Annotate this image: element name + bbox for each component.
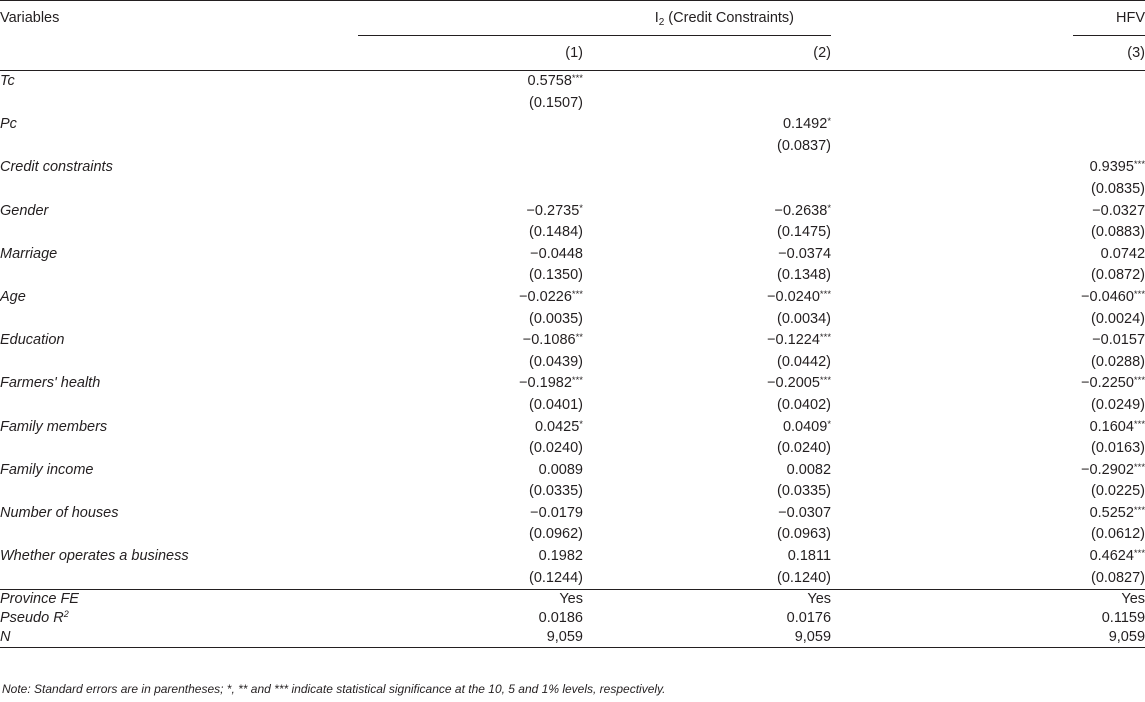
empty-label-cell	[0, 481, 358, 503]
standard-error-col2: (0.0442)	[777, 353, 832, 370]
gap-cell	[831, 93, 1073, 115]
coefficient-col2	[583, 114, 831, 136]
variable-label: Credit constraints	[0, 159, 113, 176]
coefficient-value: −0.0226	[519, 288, 572, 305]
footer-gap	[831, 590, 1073, 610]
header-row-groups	[0, 1, 1145, 36]
coefficient-col3	[1073, 330, 1145, 352]
pseudo-r2-text: Pseudo R	[0, 610, 64, 627]
coefficient-col3	[1073, 546, 1145, 568]
standard-error-col3: (0.0225)	[1091, 483, 1145, 500]
standard-error-col2	[583, 179, 831, 201]
standard-error-col2: (0.1475)	[777, 224, 832, 241]
gap-cell	[831, 179, 1073, 201]
table-body	[0, 71, 1145, 590]
pseudo-r2-col1: 0.0186	[538, 610, 583, 627]
coefficient-col3	[1073, 114, 1145, 136]
empty-label-cell	[0, 524, 358, 546]
standard-error-col3: (0.0024)	[1091, 310, 1145, 327]
significance-stars: ***	[1133, 375, 1145, 387]
coefficient-value: 0.1604	[1089, 418, 1134, 435]
n-col1: 9,059	[546, 629, 583, 646]
standard-error-col1: (0.0035)	[528, 310, 583, 327]
province-fe-col1: Yes	[559, 591, 583, 608]
column-2-header: (2)	[813, 45, 832, 61]
group-subscript: 2	[658, 17, 665, 28]
gap-cell	[831, 136, 1073, 158]
coefficient-value: −0.0179	[530, 504, 583, 521]
coefficient-col3	[1073, 201, 1145, 223]
coefficient-value: 0.9395	[1089, 159, 1134, 176]
significance-stars: ***	[819, 375, 832, 387]
significance-stars: ***	[571, 73, 583, 84]
coefficient-row	[0, 460, 1145, 482]
coefficient-row	[0, 546, 1145, 568]
standard-error-row	[0, 222, 1145, 244]
coefficient-col1	[358, 287, 583, 309]
column-1-header: (1)	[565, 45, 583, 61]
group-suffix: (Credit Constraints)	[664, 10, 795, 26]
standard-error-row	[0, 309, 1145, 331]
standard-error-col3: (0.0872)	[1091, 267, 1145, 284]
coefficient-col2	[583, 330, 831, 352]
standard-error-col1: (0.0962)	[528, 526, 583, 543]
gap-cell	[831, 265, 1073, 287]
hfv-group-header: HFV	[1073, 1, 1145, 36]
variable-label: Gender	[0, 202, 49, 219]
standard-error-col3: (0.0612)	[1091, 526, 1145, 543]
gap-cell	[831, 373, 1073, 395]
coefficient-col2	[583, 201, 831, 223]
gap-cell	[831, 352, 1073, 374]
variable-label: Age	[0, 288, 26, 305]
n-row	[0, 628, 1145, 648]
gap-cell	[831, 309, 1073, 331]
gap-cell	[831, 71, 1073, 93]
coefficient-col3	[1073, 157, 1145, 179]
coefficient-value: 0.1811	[787, 548, 832, 565]
coefficient-col2	[583, 287, 831, 309]
group-main-letter: I	[654, 10, 659, 26]
standard-error-col2: (0.0240)	[777, 440, 832, 457]
empty-label-cell	[0, 568, 358, 590]
pseudo-r2-col2: 0.0176	[786, 610, 832, 627]
coefficient-value: −0.1982	[519, 375, 572, 392]
significance-stars: ***	[1133, 418, 1145, 430]
header-gap-2	[831, 36, 1073, 71]
coefficient-col1	[358, 417, 583, 439]
coefficient-value: −0.2735	[526, 202, 580, 219]
coefficient-col3	[1073, 460, 1145, 482]
significance-stars: ***	[1133, 461, 1145, 473]
significance-stars: *	[579, 418, 583, 430]
significance-stars: *	[827, 418, 832, 430]
coefficient-value: 0.0082	[786, 461, 832, 478]
standard-error-col3	[1073, 93, 1145, 115]
coefficient-value: −0.2250	[1081, 375, 1134, 392]
column-3-header: (3)	[1127, 45, 1145, 61]
coefficient-row	[0, 157, 1145, 179]
significance-stars: ***	[1133, 548, 1145, 560]
footer-gap	[831, 628, 1073, 648]
coefficient-col3	[1073, 417, 1145, 439]
coefficient-col1	[358, 460, 583, 482]
gap-cell	[831, 481, 1073, 503]
standard-error-row	[0, 395, 1145, 417]
significance-stars: *	[827, 116, 832, 128]
province-fe-row	[0, 590, 1145, 610]
significance-stars: ***	[819, 332, 832, 344]
coefficient-col1	[358, 546, 583, 568]
province-fe-col3: Yes	[1121, 591, 1145, 608]
standard-error-col1	[358, 179, 583, 201]
coefficient-col1	[358, 114, 583, 136]
coefficient-col2	[583, 71, 831, 93]
coefficient-value: −0.2638	[774, 202, 828, 219]
standard-error-col3: (0.0835)	[1091, 180, 1145, 197]
gap-cell	[831, 546, 1073, 568]
standard-error-row	[0, 438, 1145, 460]
standard-error-row	[0, 481, 1145, 503]
pseudo-r2-label	[0, 609, 358, 628]
coefficient-col1	[358, 157, 583, 179]
gap-cell	[831, 114, 1073, 136]
coefficient-col2	[583, 157, 831, 179]
coefficient-col3	[1073, 244, 1145, 266]
standard-error-col2: (0.0034)	[777, 310, 832, 327]
gap-cell	[831, 395, 1073, 417]
coefficient-col1	[358, 373, 583, 395]
table-note: Note: Standard errors are in parentheses; *, ** and *** indicate statistical significance at the 10, 5 and 1% levels, respectively.	[2, 682, 666, 696]
standard-error-row	[0, 265, 1145, 287]
coefficient-value: 0.1982	[538, 548, 583, 565]
empty-label-cell	[0, 93, 358, 115]
standard-error-col1: (0.0401)	[528, 396, 583, 413]
coefficient-value: 0.5758	[527, 73, 572, 89]
coefficient-col2	[583, 373, 831, 395]
coefficient-col3	[1073, 287, 1145, 309]
coefficient-value: −0.0240	[767, 288, 820, 305]
standard-error-row	[0, 524, 1145, 546]
variable-label: Pc	[0, 116, 17, 133]
province-fe-col2: Yes	[807, 591, 832, 608]
coefficient-col2	[583, 503, 831, 525]
empty-label-cell	[0, 136, 358, 158]
header-row-columns	[0, 36, 1145, 71]
coefficient-col3	[1073, 373, 1145, 395]
variables-header: Variables	[0, 10, 60, 27]
pseudo-r2-col3: 0.1159	[1101, 610, 1145, 627]
gap-cell	[831, 524, 1073, 546]
significance-stars: ***	[1133, 159, 1145, 171]
variable-label: Number of houses	[0, 504, 119, 521]
table-footer	[0, 590, 1145, 648]
coefficient-value: −0.0307	[778, 504, 832, 521]
header-gap	[831, 1, 1073, 36]
standard-error-col2	[583, 93, 831, 115]
standard-error-row	[0, 136, 1145, 158]
coefficient-row	[0, 201, 1145, 223]
coefficient-value: 0.0089	[538, 461, 583, 478]
standard-error-col1: (0.1484)	[528, 224, 583, 241]
coefficient-row	[0, 330, 1145, 352]
standard-error-col1: (0.0240)	[528, 440, 583, 457]
empty-header-cell	[0, 36, 358, 71]
standard-error-col3: (0.0288)	[1091, 353, 1145, 370]
significance-stars: ***	[1133, 288, 1145, 300]
standard-error-col2: (0.0963)	[777, 526, 832, 543]
coefficient-value: 0.0742	[1100, 245, 1145, 262]
coefficient-value: −0.0374	[778, 245, 832, 262]
empty-label-cell	[0, 179, 358, 201]
standard-error-col1: (0.1244)	[528, 569, 583, 586]
empty-label-cell	[0, 438, 358, 460]
significance-stars: ***	[1133, 504, 1145, 516]
coefficient-row	[0, 417, 1145, 439]
standard-error-col1	[358, 136, 583, 158]
standard-error-col2: (0.1348)	[777, 267, 832, 284]
empty-label-cell	[0, 395, 358, 417]
gap-cell	[831, 244, 1073, 266]
significance-stars: *	[579, 202, 583, 214]
coefficient-value: 0.4624	[1089, 548, 1134, 565]
n-col2: 9,059	[794, 629, 832, 646]
coefficient-col3	[1073, 71, 1145, 93]
standard-error-col3	[1073, 136, 1145, 158]
coefficient-value: −0.1086	[522, 332, 576, 349]
standard-error-col1: (0.0439)	[528, 353, 583, 370]
significance-stars: **	[575, 332, 583, 344]
standard-error-col3: (0.0249)	[1091, 396, 1145, 413]
credit-constraints-group-header	[358, 1, 831, 36]
significance-stars: ***	[819, 288, 832, 300]
variable-label: Education	[0, 332, 65, 349]
coefficient-value: −0.0327	[1092, 202, 1145, 219]
standard-error-col2: (0.0837)	[777, 137, 832, 154]
coefficient-value: −0.1224	[767, 332, 820, 349]
variable-label: Marriage	[0, 245, 58, 262]
gap-cell	[831, 438, 1073, 460]
standard-error-row	[0, 179, 1145, 201]
coefficient-value: −0.0448	[530, 245, 583, 262]
coefficient-value: 0.0409	[782, 418, 828, 435]
significance-stars: *	[827, 202, 832, 214]
coefficient-row	[0, 244, 1145, 266]
variable-label: Whether operates a business	[0, 548, 189, 565]
gap-cell	[831, 330, 1073, 352]
pseudo-r2-row	[0, 609, 1145, 628]
standard-error-row	[0, 352, 1145, 374]
coefficient-value: 0.5252	[1089, 504, 1134, 521]
coefficient-value: −0.2005	[767, 375, 820, 392]
n-col3: 9,059	[1108, 629, 1145, 646]
variable-label: Family income	[0, 461, 94, 478]
coefficient-col1	[358, 71, 583, 93]
coefficient-row	[0, 71, 1145, 93]
gap-cell	[831, 222, 1073, 244]
gap-cell	[831, 417, 1073, 439]
gap-cell	[831, 460, 1073, 482]
pseudo-r2-superscript: 2	[63, 609, 69, 620]
variable-label: Family members	[0, 418, 108, 435]
coefficient-col1	[358, 503, 583, 525]
coefficient-col2	[583, 546, 831, 568]
coefficient-col2	[583, 417, 831, 439]
gap-cell	[831, 568, 1073, 590]
variable-label: Tc	[0, 73, 15, 89]
variable-label: Farmers' health	[0, 375, 101, 392]
empty-label-cell	[0, 222, 358, 244]
footer-gap	[831, 609, 1073, 628]
standard-error-col1: (0.0335)	[528, 483, 583, 500]
gap-cell	[831, 503, 1073, 525]
standard-error-row	[0, 568, 1145, 590]
coefficient-row	[0, 503, 1145, 525]
gap-cell	[831, 157, 1073, 179]
n-label: N	[0, 629, 11, 646]
coefficient-value: 0.1492	[782, 116, 828, 133]
coefficient-row	[0, 373, 1145, 395]
coefficient-value: −0.2902	[1081, 461, 1134, 478]
standard-error-col2: (0.0402)	[777, 396, 832, 413]
gap-cell	[831, 201, 1073, 223]
coefficient-value: −0.0460	[1081, 288, 1134, 305]
coefficient-col1	[358, 244, 583, 266]
coefficient-value: 0.0425	[534, 418, 580, 435]
province-fe-label: Province FE	[0, 591, 79, 608]
standard-error-col2: (0.0335)	[777, 483, 832, 500]
significance-stars: ***	[571, 375, 583, 387]
standard-error-col3: (0.0827)	[1091, 569, 1145, 586]
coefficient-col1	[358, 330, 583, 352]
standard-error-col1: (0.1507)	[528, 94, 583, 111]
standard-error-row	[0, 93, 1145, 115]
standard-error-col1: (0.1350)	[528, 267, 583, 284]
coefficient-value: −0.0157	[1092, 332, 1145, 349]
coefficient-col1	[358, 201, 583, 223]
significance-stars: ***	[571, 288, 583, 300]
empty-label-cell	[0, 309, 358, 331]
standard-error-col2: (0.1240)	[777, 569, 832, 586]
coefficient-col2	[583, 460, 831, 482]
coefficient-row	[0, 287, 1145, 309]
standard-error-col3: (0.0883)	[1091, 224, 1145, 241]
empty-label-cell	[0, 352, 358, 374]
gap-cell	[831, 287, 1073, 309]
coefficient-col3	[1073, 503, 1145, 525]
coefficient-col2	[583, 244, 831, 266]
empty-label-cell	[0, 265, 358, 287]
coefficient-row	[0, 114, 1145, 136]
standard-error-col3: (0.0163)	[1091, 440, 1145, 457]
